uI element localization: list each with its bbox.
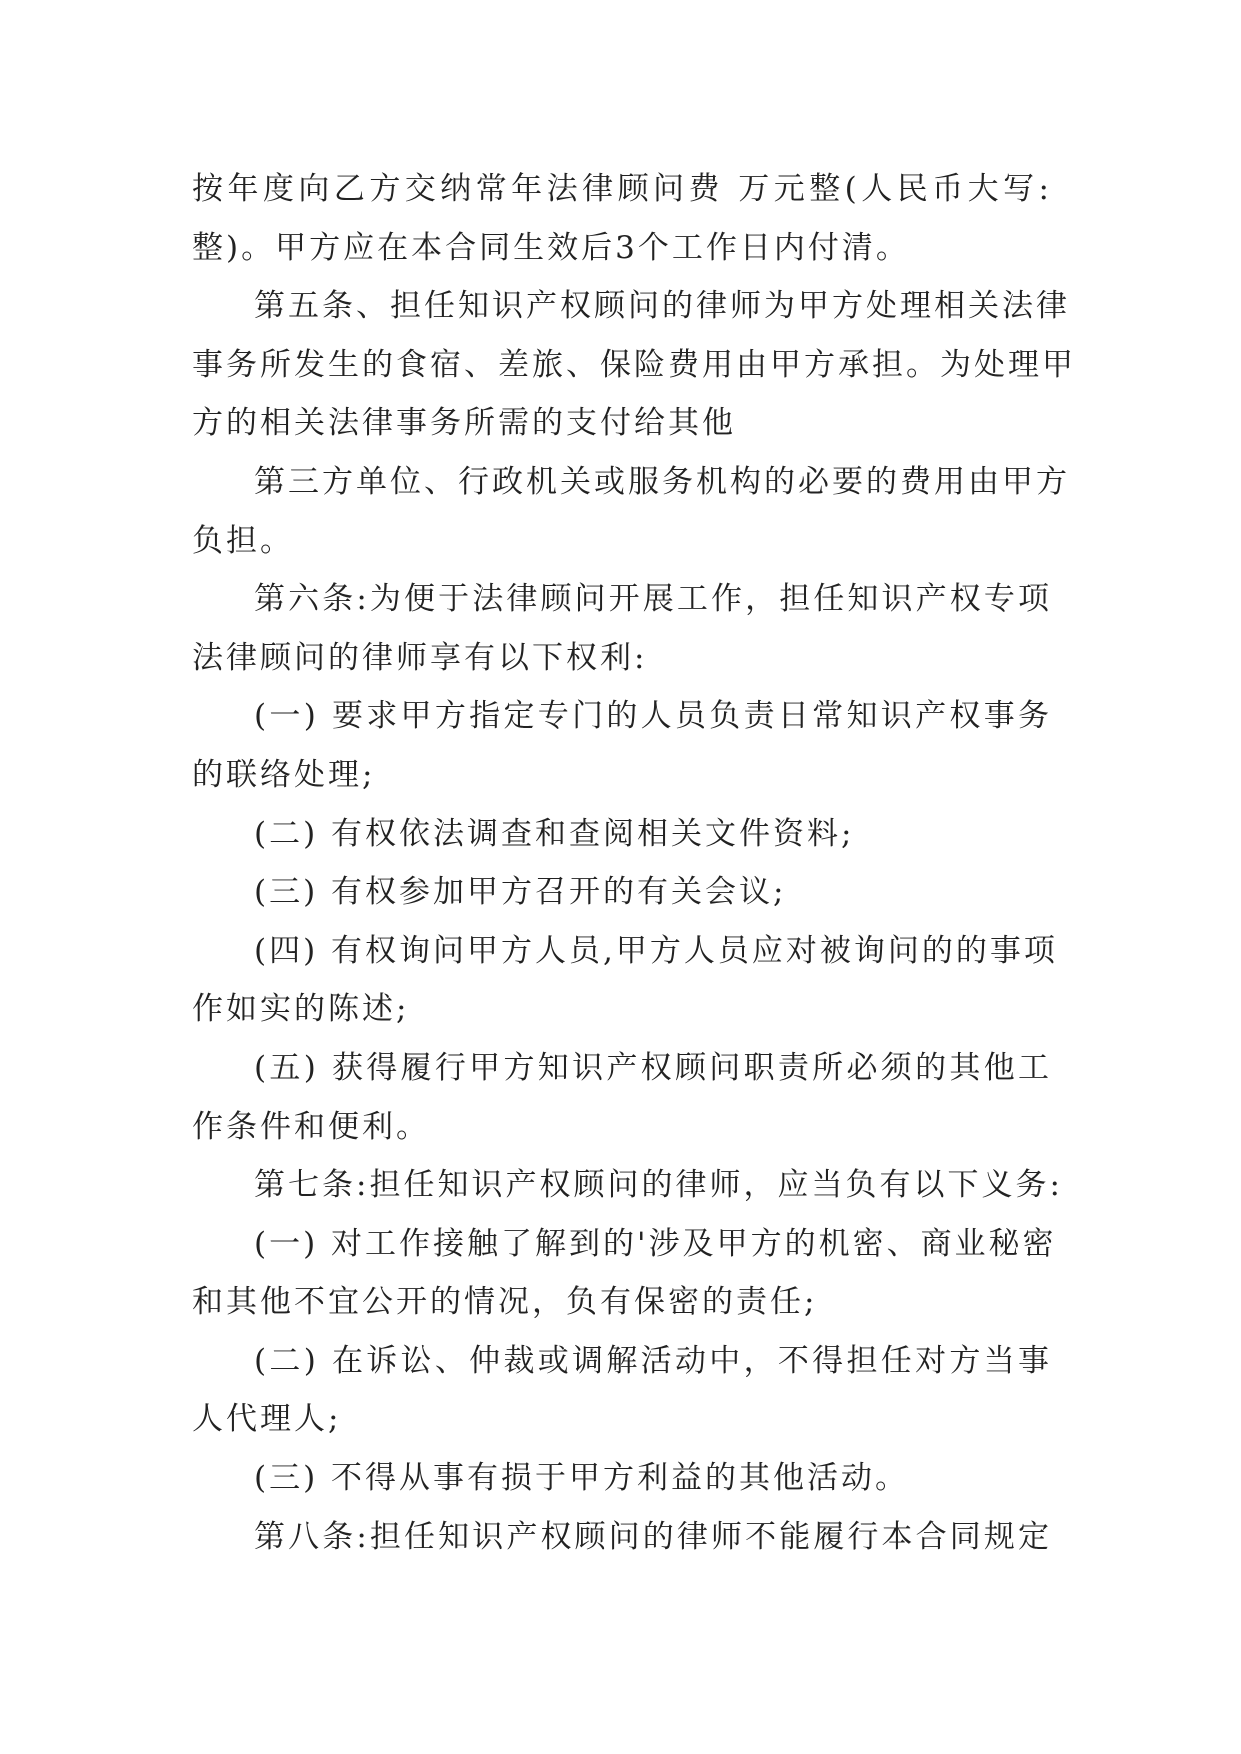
text-line: 作条件和便利。 (192, 1108, 430, 1145)
text-line: (二) 有权依法调查和查阅相关文件资料; (254, 815, 855, 852)
text-line: 事务所发生的食宿、差旅、保险费用由甲方承担。为处理甲 (192, 346, 1076, 383)
text-line: 整)。甲方应在本合同生效后3个工作日内付清。 (192, 229, 910, 266)
text-line: (一) 要求甲方指定专门的人员负责日常知识产权事务 (254, 698, 1052, 735)
text-line: (三) 有权参加甲方召开的有关会议; (254, 874, 787, 911)
text-line: 负担。 (192, 522, 294, 559)
text-line: 法律顾问的律师享有以下权利: (192, 639, 648, 676)
text-line: 和其他不宜公开的情况，负有保密的责任; (192, 1284, 818, 1321)
text-line: (一) 对工作接触了解到的'涉及甲方的机密、商业秘密 (254, 1225, 1057, 1262)
text-line: 方的相关法律事务所需的支付给其他 (192, 405, 736, 442)
text-line: 人代理人; (192, 1401, 342, 1438)
text-line: (四) 有权询问甲方人员,甲方人员应对被询问的的事项 (254, 932, 1058, 969)
text-line: 第六条:为便于法律顾问开展工作，担任知识产权专项 (254, 581, 1052, 618)
text-line: 的联络处理; (192, 756, 376, 793)
text-line: 按年度向乙方交纳常年法律顾问费 万元整(人民币大写: (192, 171, 1052, 207)
text-line: (三) 不得从事有损于甲方利益的其他活动。 (254, 1460, 910, 1497)
text-line: 作如实的陈述; (192, 991, 410, 1028)
text-line: (五) 获得履行甲方知识产权顾问职责所必须的其他工 (254, 1049, 1052, 1086)
text-line: (二) 在诉讼、仲裁或调解活动中，不得担任对方当事 (254, 1342, 1052, 1379)
document-body (192, 160, 1076, 1566)
text-line: 第三方单位、行政机关或服务机构的必要的费用由甲方 (254, 463, 1070, 500)
text-line: 第八条:担任知识产权顾问的律师不能履行本合同规定 (254, 1518, 1052, 1555)
text-line: 第七条:担任知识产权顾问的律师，应当负有以下义务: (254, 1167, 1063, 1204)
text-line: 第五条、担任知识产权顾问的律师为甲方处理相关法律 (254, 288, 1070, 325)
